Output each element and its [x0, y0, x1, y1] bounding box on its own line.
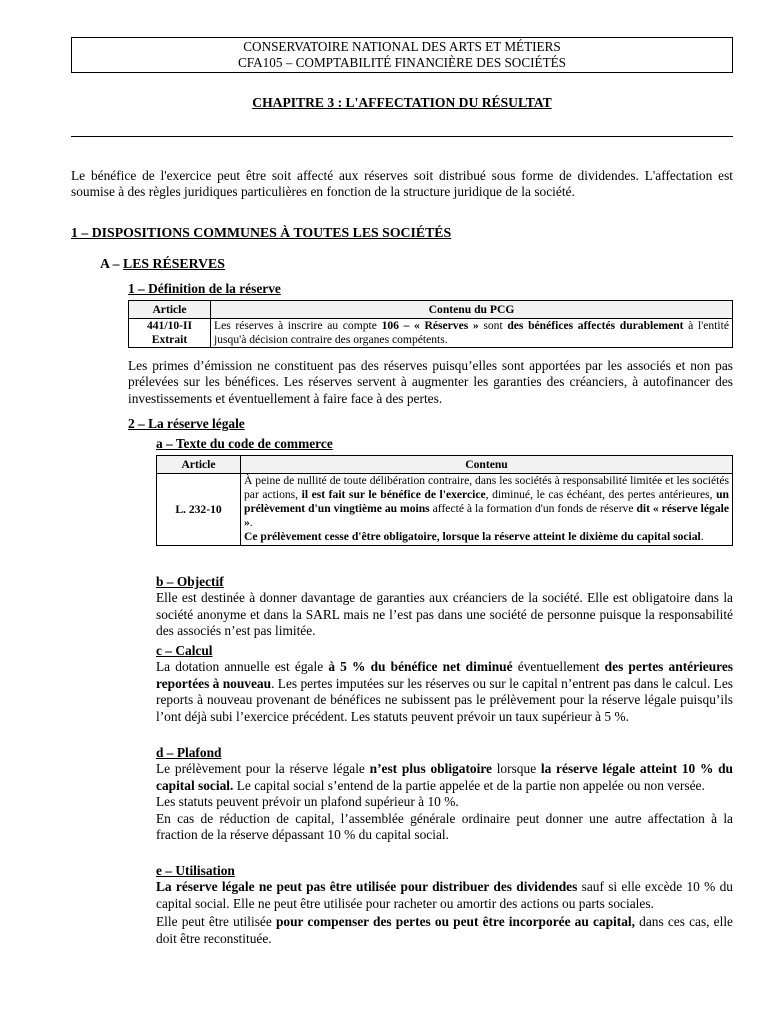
usage-block	[156, 863, 733, 947]
definition-paragraph: Les primes d’émission ne constituent pas des réserves puisqu’elles sont apportées par les associés et non pas prélevées sur les bénéfices. Les réserves servent à augmenter les garanties des créanciers, à autofinancer des investissements et éventuellement à faire face à des pertes.	[128, 358, 733, 406]
chapter-title: CHAPITRE 3 : L'AFFECTATION DU RÉSULTAT	[252, 95, 552, 110]
bold-text: n’est plus obligatoire	[369, 761, 492, 777]
column-header-content: Contenu du PCG	[211, 301, 733, 319]
content-text: affecté à la formation d'un fonds de réserve	[429, 502, 637, 515]
article-cell	[129, 319, 211, 348]
content-text: sont	[478, 319, 508, 332]
content-text: , diminué, le cas échéant, des pertes antérieures,	[485, 488, 717, 501]
content-bold: des bénéfices affectés durablement	[507, 319, 684, 332]
usage-title: e – Utilisation	[156, 863, 235, 878]
content-bold: un prélèvement d'un vingtième au moins	[244, 488, 729, 515]
calculation-paragraph	[156, 659, 733, 725]
objective-paragraph: Elle est destinée à donner davantage de garanties aux créanciers de la société. Elle est obligatoire dans la société anonyme et dans la SARL mais ne l’est pas dans une société de personne puisque la responsabilité des associés n’est pas limitée.	[156, 590, 733, 639]
ceiling-paragraph-2: Les statuts peuvent prévoir un plafond supérieur à 10 %.	[156, 794, 459, 810]
intro-paragraph: Le bénéfice de l'exercice peut être soit affecté aux réserves soit distribué sous forme de dividendes. L'affectation est soumise à des règles juridiques particulières en fonction de la structure juridique de la société.	[71, 168, 733, 200]
content-text: .	[249, 516, 253, 529]
text: éventuellement	[512, 659, 605, 675]
calculation-block	[156, 643, 733, 725]
calculation-title: c – Calcul	[156, 643, 213, 658]
objective-block	[156, 574, 733, 640]
column-header-article: Article	[157, 456, 241, 474]
text: sauf si elle excède 10 % du capital social. Elle ne peut être utilisée pour racheter ou amortir des actions ou parts sociales.	[156, 879, 733, 911]
content-text: à l'entité jusqu'à décision contraire des organes compétents.	[214, 319, 730, 346]
document-header-box	[71, 37, 733, 73]
commerce-code-table	[156, 455, 733, 546]
article-note: Extrait	[151, 333, 188, 346]
text: La dotation annuelle est égale	[156, 659, 329, 675]
content-bold: Ce prélèvement cesse d'être obligatoire, lorsque la réserve atteint le dixième du capital social	[244, 530, 701, 543]
bold-text: la réserve légale atteint 10 % du capital social.	[156, 761, 733, 793]
article-cell: L. 232-10	[157, 474, 241, 546]
column-header-article: Article	[129, 301, 211, 319]
definition-title: 1 – Définition de la réserve	[128, 281, 281, 296]
section-a-label: LES RÉSERVES	[123, 256, 225, 271]
text: Le capital social s’entend de la partie appelée et de la partie non appelée ou non versée.	[233, 777, 705, 793]
table-row	[157, 474, 733, 546]
bold-text: à 5 % du bénéfice net diminué	[328, 659, 513, 675]
table-header-row	[129, 301, 733, 319]
header-course: CFA105 – COMPTABILITÉ FINANCIÈRE DES SOCIÉTÉS	[237, 55, 567, 70]
article-ref: 441/10-II	[146, 319, 193, 332]
content-text: À peine de nullité de toute délibération contraire, dans les sociétés à responsabilité limitée et les sociétés par actions,	[244, 474, 729, 501]
table-header-row	[157, 456, 733, 474]
ceiling-block	[156, 745, 733, 843]
pcg-table	[128, 300, 733, 348]
text: Elle peut être utilisée	[156, 914, 276, 930]
commerce-code-title: a – Texte du code de commerce	[156, 436, 333, 451]
content-cell	[211, 319, 733, 348]
objective-title: b – Objectif	[156, 574, 224, 589]
column-header-content: Contenu	[241, 456, 733, 474]
usage-paragraph-2	[156, 914, 733, 947]
text: . Les pertes imputées sur les réserves ou sur le capital n’entrent pas dans le calcul. Les reports à nouveau provenant de bénéfices ne subissent pas le prélèvement pour la réserve légale puisqu’ils l’ont déjà subi l’exercice précédent. Les statuts peuvent prévoir un taux supérieur à 5 %.	[156, 675, 733, 724]
content-text: .	[700, 530, 704, 543]
ceiling-paragraph-3: En cas de réduction de capital, l’assemblée générale ordinaire peut donner une autre affectation à la fraction de la réserve dépassant 10 % du capital social.	[156, 810, 733, 843]
content-bold: il est fait sur le bénéfice de l'exercice	[301, 488, 486, 501]
table-row	[129, 319, 733, 348]
content-cell	[241, 474, 733, 546]
bold-text: La réserve légale ne peut pas être utilisée pour distribuer des dividendes	[156, 879, 578, 895]
content-bold: 106 – « Réserves »	[381, 319, 479, 332]
text: dans ces cas, elle doit être reconstituée.	[156, 914, 734, 946]
ceiling-title: d – Plafond	[156, 745, 222, 760]
text: lorsque	[491, 761, 541, 777]
legal-reserve-title: 2 – La réserve légale	[128, 416, 245, 431]
divider	[71, 136, 733, 137]
bold-text: des pertes antérieures reportées à nouveau	[156, 659, 734, 691]
section-a-prefix: A –	[100, 256, 123, 271]
bold-text: pour compenser des pertes ou peut être incorporée au capital,	[275, 914, 635, 930]
text: Le prélèvement pour la réserve légale	[156, 761, 370, 777]
section-a-title	[100, 256, 225, 272]
header-institution: CONSERVATOIRE NATIONAL DES ARTS ET MÉTIERS	[243, 39, 561, 54]
content-bold: dit « réserve légale »	[244, 502, 729, 529]
usage-paragraph	[156, 879, 733, 912]
content-text: Les réserves à inscrire au compte	[214, 319, 382, 332]
section-1-title: 1 – DISPOSITIONS COMMUNES À TOUTES LES SOCIÉTÉS	[71, 225, 452, 240]
ceiling-paragraph	[156, 761, 733, 794]
